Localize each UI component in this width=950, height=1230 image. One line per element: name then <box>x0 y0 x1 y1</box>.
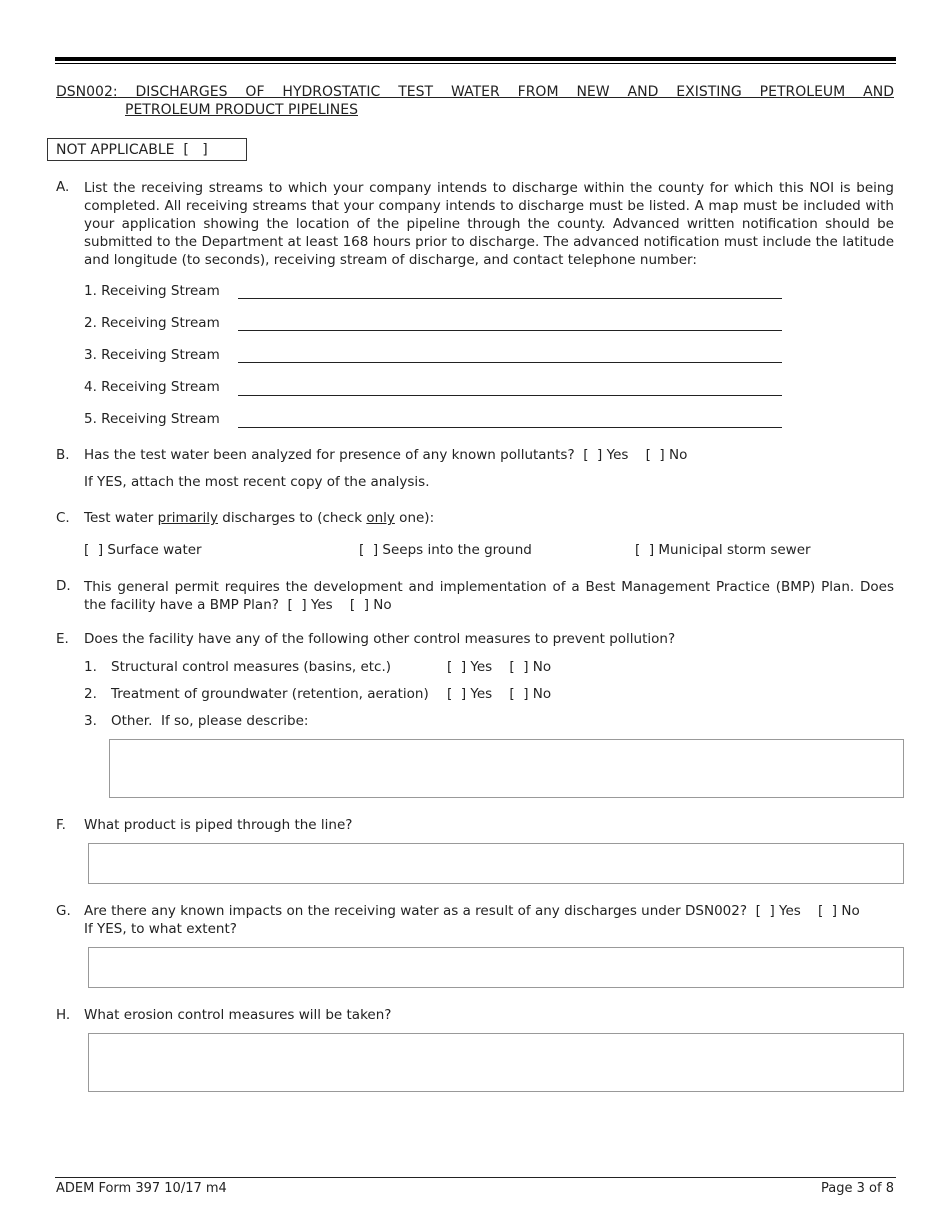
option-seeps-ground[interactable]: [ ] Seeps into the ground <box>359 542 532 558</box>
section-d-text[interactable]: This general permit requires the development and implementation of a Best Management Practice (BMP) Plan. Does the facility have a BMP Plan? [ ] Yes [ ] No <box>84 579 899 613</box>
section-e-letter: E. <box>56 631 69 647</box>
footer-rule <box>55 1177 896 1178</box>
section-e-item-1-num: 1. <box>84 659 97 675</box>
receiving-stream-label-5: 5. Receiving Stream <box>84 411 220 427</box>
section-title: DSN002: DISCHARGES OF HYDROSTATIC TEST WATER FROM NEW AND EXISTING PETROLEUM AND <box>56 84 894 100</box>
receiving-stream-label-4: 4. Receiving Stream <box>84 379 220 395</box>
section-e-item-2-label: Treatment of groundwater (retention, aeration) <box>111 686 429 702</box>
section-e-question: Does the facility have any of the following other control measures to prevent pollution? <box>84 631 676 647</box>
section-h-letter: H. <box>56 1007 71 1023</box>
option-municipal-storm-sewer[interactable]: [ ] Municipal storm sewer <box>635 542 811 558</box>
section-a-text: List the receiving streams to which your company intends to discharge within the county for which this NOI is being completed. All receiving streams that your company intends to discharge must be listed. A map must be included with your application showing the location of the pipeline through the county. Advanced written notification should be submitted to the Department at least 168 hours prior to discharge. The advanced notification must include the latitude and longitude (to seconds), receiving stream of discharge, and contact telephone number: <box>84 180 894 268</box>
impacts-textarea[interactable] <box>88 947 904 988</box>
receiving-stream-field-5[interactable] <box>238 427 782 428</box>
section-d-letter: D. <box>56 578 71 594</box>
section-c-question: Test water primarily discharges to (check only one): <box>84 510 435 526</box>
section-c-letter: C. <box>56 510 70 526</box>
receiving-stream-field-3[interactable] <box>238 362 782 363</box>
receiving-stream-label-3: 3. Receiving Stream <box>84 347 220 363</box>
receiving-stream-label-2: 2. Receiving Stream <box>84 315 220 331</box>
section-e-item-2-num: 2. <box>84 686 97 702</box>
page-number: Page 3 of 8 <box>821 1181 894 1196</box>
option-surface-water[interactable]: [ ] Surface water <box>84 542 202 558</box>
erosion-control-textarea[interactable] <box>88 1033 904 1092</box>
section-e-item-2-choice[interactable]: [ ] Yes [ ] No <box>447 686 552 702</box>
section-e-item-3-num: 3. <box>84 713 97 729</box>
receiving-stream-field-1[interactable] <box>238 298 782 299</box>
section-b-letter: B. <box>56 447 70 463</box>
section-a-letter: A. <box>56 179 70 195</box>
section-g-question[interactable]: Are there any known impacts on the receiving water as a result of any discharges under DSN002? [ ] Yes [ ] No <box>84 903 860 919</box>
other-measures-textarea[interactable] <box>109 739 904 798</box>
section-title-line2: PETROLEUM PRODUCT PIPELINES <box>125 102 358 118</box>
receiving-stream-label-1: 1. Receiving Stream <box>84 283 220 299</box>
not-applicable-checkbox[interactable]: NOT APPLICABLE [ ] <box>47 138 247 161</box>
section-f-question: What product is piped through the line? <box>84 817 353 833</box>
section-b-question[interactable]: Has the test water been analyzed for presence of any known pollutants? [ ] Yes [ ] No <box>84 447 688 463</box>
section-e-item-1-label: Structural control measures (basins, etc.) <box>111 659 392 675</box>
receiving-stream-field-2[interactable] <box>238 330 782 331</box>
section-g-letter: G. <box>56 903 71 919</box>
top-rule-thick <box>55 57 896 61</box>
section-g-followup: If YES, to what extent? <box>84 921 237 937</box>
form-number: ADEM Form 397 10/17 m4 <box>56 1181 227 1196</box>
section-f-letter: F. <box>56 817 66 833</box>
product-textarea[interactable] <box>88 843 904 884</box>
section-b-note: If YES, attach the most recent copy of the analysis. <box>84 474 430 490</box>
receiving-stream-field-4[interactable] <box>238 395 782 396</box>
top-rule-thin <box>55 63 896 64</box>
section-e-item-3-label: Other. If so, please describe: <box>111 713 309 729</box>
section-e-item-1-choice[interactable]: [ ] Yes [ ] No <box>447 659 552 675</box>
section-h-question: What erosion control measures will be taken? <box>84 1007 392 1023</box>
